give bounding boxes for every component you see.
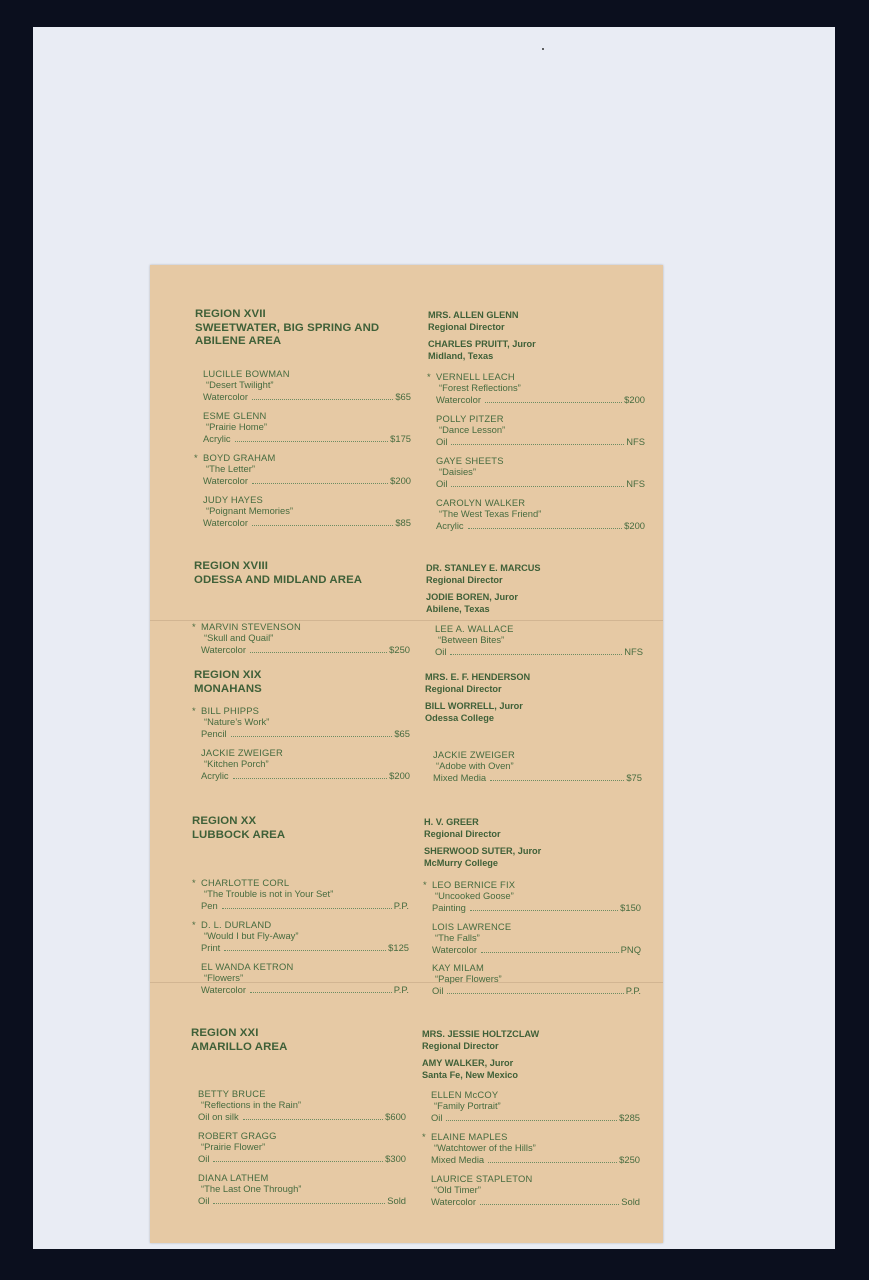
region-xix-staff bbox=[425, 672, 530, 724]
medium: Mixed Media bbox=[433, 771, 487, 783]
director-role: Regional Director bbox=[428, 321, 505, 332]
price: NFS bbox=[626, 435, 645, 447]
artwork-title: “Poignant Memories” bbox=[206, 505, 294, 517]
entry bbox=[192, 877, 409, 911]
artwork-title: “Family Portrait” bbox=[434, 1100, 501, 1112]
exhibition-pamphlet bbox=[150, 265, 663, 1243]
artist-name: LAURICE STAPLETON bbox=[431, 1173, 533, 1184]
medium: Oil bbox=[198, 1194, 210, 1206]
medium: Watercolor bbox=[203, 390, 248, 402]
artwork-title: “Forest Reflections” bbox=[439, 382, 521, 394]
medium: Watercolor bbox=[436, 393, 481, 405]
artist-name: BOYD GRAHAM bbox=[203, 452, 276, 463]
artwork-title: “Nature’s Work” bbox=[204, 716, 270, 728]
entry bbox=[192, 705, 410, 739]
entry bbox=[431, 1173, 640, 1207]
entry bbox=[201, 961, 409, 995]
price: $200 bbox=[389, 769, 410, 781]
artist-name: JUDY HAYES bbox=[203, 494, 264, 505]
price: Sold bbox=[387, 1194, 406, 1206]
award-marker: * bbox=[192, 705, 196, 716]
medium: Acrylic bbox=[436, 519, 464, 531]
director-role: Regional Director bbox=[424, 828, 501, 839]
entry bbox=[436, 497, 645, 531]
artist-name: DIANA LATHEM bbox=[198, 1172, 269, 1183]
artwork-title: “Watchtower of the Hills” bbox=[434, 1142, 536, 1154]
price: $125 bbox=[388, 941, 409, 953]
director-name: MRS. JESSIE HOLTZCLAW bbox=[422, 1029, 540, 1039]
price: $65 bbox=[395, 390, 411, 402]
director-role: Regional Director bbox=[425, 683, 502, 694]
artwork-title: “The West Texas Friend” bbox=[439, 508, 542, 520]
artwork-title: “Reflections in the Rain” bbox=[201, 1099, 302, 1111]
artwork-title: “Dance Lesson” bbox=[439, 424, 506, 436]
artist-name: ESME GLENN bbox=[203, 410, 267, 421]
artist-name: LUCILLE BOWMAN bbox=[203, 368, 290, 379]
artwork-title: “The Letter” bbox=[206, 463, 255, 475]
juror-name: CHARLES PRUITT, Juror bbox=[428, 339, 536, 349]
artwork-title: “The Falls” bbox=[435, 932, 480, 944]
artist-name: D. L. DURLAND bbox=[201, 919, 272, 930]
artist-name: POLLY PITZER bbox=[436, 413, 504, 424]
artist-name: GAYE SHEETS bbox=[436, 455, 504, 466]
price: $250 bbox=[619, 1153, 640, 1165]
director-name: MRS. E. F. HENDERSON bbox=[425, 672, 531, 682]
artwork-title: “The Last One Through” bbox=[201, 1183, 302, 1195]
price: Sold bbox=[621, 1195, 640, 1207]
director-name: MRS. ALLEN GLENN bbox=[428, 310, 519, 320]
medium: Watercolor bbox=[203, 474, 248, 486]
entry bbox=[422, 1131, 640, 1165]
price: NFS bbox=[624, 645, 643, 657]
entry bbox=[427, 371, 645, 405]
artist-name: LEE A. WALLACE bbox=[435, 623, 514, 634]
medium: Pen bbox=[201, 899, 218, 911]
artist-name: MARVIN STEVENSON bbox=[201, 621, 301, 632]
dust-speck bbox=[542, 48, 544, 50]
award-marker: * bbox=[192, 877, 196, 888]
director-name: H. V. GREER bbox=[424, 817, 479, 827]
price: $150 bbox=[620, 901, 641, 913]
entry bbox=[436, 455, 645, 489]
entry bbox=[192, 621, 410, 655]
juror-name: BILL WORRELL, Juror bbox=[425, 701, 523, 711]
medium: Print bbox=[201, 941, 221, 953]
medium: Mixed Media bbox=[431, 1153, 485, 1165]
director-role: Regional Director bbox=[426, 574, 503, 585]
price: $285 bbox=[619, 1111, 640, 1123]
region-xxi-heading: REGION XXI AMARILLO AREA bbox=[191, 1027, 288, 1053]
artwork-title: “Daisies” bbox=[439, 466, 476, 478]
medium: Painting bbox=[432, 901, 466, 913]
medium: Acrylic bbox=[201, 769, 229, 781]
region-xx-staff bbox=[424, 817, 541, 869]
artist-name: JACKIE ZWEIGER bbox=[201, 747, 283, 758]
juror-affiliation: McMurry College bbox=[424, 857, 499, 868]
artwork-title: “Prairie Home” bbox=[206, 421, 267, 433]
juror-affiliation: Abilene, Texas bbox=[426, 603, 490, 614]
artist-name: BETTY BRUCE bbox=[198, 1088, 266, 1099]
award-marker: * bbox=[423, 879, 427, 890]
juror-name: JODIE BOREN, Juror bbox=[426, 592, 518, 602]
price: $75 bbox=[626, 771, 642, 783]
juror-affiliation: Midland, Texas bbox=[428, 350, 494, 361]
price: $65 bbox=[394, 727, 410, 739]
juror-affiliation: Odessa College bbox=[425, 712, 494, 723]
price: $250 bbox=[389, 643, 410, 655]
artwork-title: “Would I but Fly-Away” bbox=[204, 930, 299, 942]
medium: Oil bbox=[436, 435, 448, 447]
medium: Oil bbox=[432, 984, 444, 996]
artist-name: BILL PHIPPS bbox=[201, 705, 260, 716]
entry bbox=[432, 921, 641, 955]
entry bbox=[198, 1088, 406, 1122]
award-marker: * bbox=[194, 452, 198, 463]
entry bbox=[198, 1130, 406, 1164]
artwork-title: “Prairie Flower” bbox=[201, 1141, 266, 1153]
price: $175 bbox=[390, 432, 411, 444]
artwork-title: “Flowers” bbox=[204, 972, 244, 984]
price: $200 bbox=[624, 393, 645, 405]
medium: Acrylic bbox=[203, 432, 231, 444]
award-marker: * bbox=[192, 919, 196, 930]
artwork-title: “Old Timer” bbox=[434, 1184, 481, 1196]
entry bbox=[192, 919, 409, 953]
artist-name: ELAINE MAPLES bbox=[431, 1131, 508, 1142]
medium: Watercolor bbox=[431, 1195, 476, 1207]
artist-name: ELLEN McCOY bbox=[431, 1089, 499, 1100]
entry bbox=[435, 623, 643, 657]
medium: Pencil bbox=[201, 727, 227, 739]
entry bbox=[432, 962, 641, 996]
price: $85 bbox=[395, 516, 411, 528]
price: PNQ bbox=[620, 943, 641, 955]
artwork-title: “Skull and Quail” bbox=[204, 632, 274, 644]
artwork-title: “The Trouble is not in Your Set” bbox=[204, 888, 334, 900]
medium: Oil on silk bbox=[198, 1110, 239, 1122]
price: P.P. bbox=[393, 899, 409, 911]
entry bbox=[201, 747, 410, 781]
medium: Oil bbox=[435, 645, 447, 657]
region-xix-heading: REGION XIX MONAHANS bbox=[194, 669, 262, 695]
region-xvii-heading: REGION XVII SWEETWATER, BIG SPRING AND ABILENE AREA bbox=[195, 308, 380, 347]
price: P.P. bbox=[393, 983, 409, 995]
award-marker: * bbox=[427, 371, 431, 382]
artist-name: ROBERT GRAGG bbox=[198, 1130, 277, 1141]
juror-affiliation: Santa Fe, New Mexico bbox=[422, 1069, 518, 1080]
award-marker: * bbox=[422, 1131, 426, 1142]
entry bbox=[198, 1172, 406, 1206]
entry bbox=[423, 879, 641, 913]
artist-name: EL WANDA KETRON bbox=[201, 961, 294, 972]
juror-name: AMY WALKER, Juror bbox=[422, 1058, 514, 1068]
artwork-title: “Adobe with Oven” bbox=[436, 760, 514, 772]
medium: Oil bbox=[198, 1152, 210, 1164]
entry bbox=[203, 494, 411, 528]
price: $600 bbox=[385, 1110, 406, 1122]
artist-name: CAROLYN WALKER bbox=[436, 497, 526, 508]
artist-name: CHARLOTTE CORL bbox=[201, 877, 290, 888]
entry bbox=[203, 410, 411, 444]
award-marker: * bbox=[192, 621, 196, 632]
medium: Watercolor bbox=[432, 943, 477, 955]
medium: Watercolor bbox=[201, 983, 246, 995]
region-xxi-staff bbox=[422, 1029, 539, 1081]
entry bbox=[433, 749, 642, 783]
region-xviii-heading: REGION XVIII ODESSA AND MIDLAND AREA bbox=[194, 560, 363, 586]
artwork-title: “Kitchen Porch” bbox=[204, 758, 269, 770]
artist-name: LOIS LAWRENCE bbox=[432, 921, 512, 932]
medium: Watercolor bbox=[203, 516, 248, 528]
price: $300 bbox=[385, 1152, 406, 1164]
artist-name: LEO BERNICE FIX bbox=[432, 879, 516, 890]
entry bbox=[436, 413, 645, 447]
region-xviii-staff bbox=[426, 563, 541, 615]
entry bbox=[431, 1089, 640, 1123]
artist-name: JACKIE ZWEIGER bbox=[433, 749, 515, 760]
artist-name: KAY MILAM bbox=[432, 962, 484, 973]
director-name: DR. STANLEY E. MARCUS bbox=[426, 563, 541, 573]
artwork-title: “Between Bites” bbox=[438, 634, 505, 646]
medium: Watercolor bbox=[201, 643, 246, 655]
entry bbox=[194, 452, 411, 486]
entry bbox=[203, 368, 411, 402]
price: $200 bbox=[390, 474, 411, 486]
artist-name: VERNELL LEACH bbox=[436, 371, 515, 382]
artwork-title: “Uncooked Goose” bbox=[435, 890, 514, 902]
price: NFS bbox=[626, 477, 645, 489]
region-xvii-staff bbox=[428, 310, 536, 362]
medium: Oil bbox=[436, 477, 448, 489]
price: $200 bbox=[624, 519, 645, 531]
director-role: Regional Director bbox=[422, 1040, 499, 1051]
artwork-title: “Desert Twilight” bbox=[206, 379, 274, 391]
price: P.P. bbox=[625, 984, 641, 996]
medium: Oil bbox=[431, 1111, 443, 1123]
region-xx-heading: REGION XX LUBBOCK AREA bbox=[192, 815, 286, 841]
juror-name: SHERWOOD SUTER, Juror bbox=[424, 846, 542, 856]
artwork-title: “Paper Flowers” bbox=[435, 973, 502, 985]
